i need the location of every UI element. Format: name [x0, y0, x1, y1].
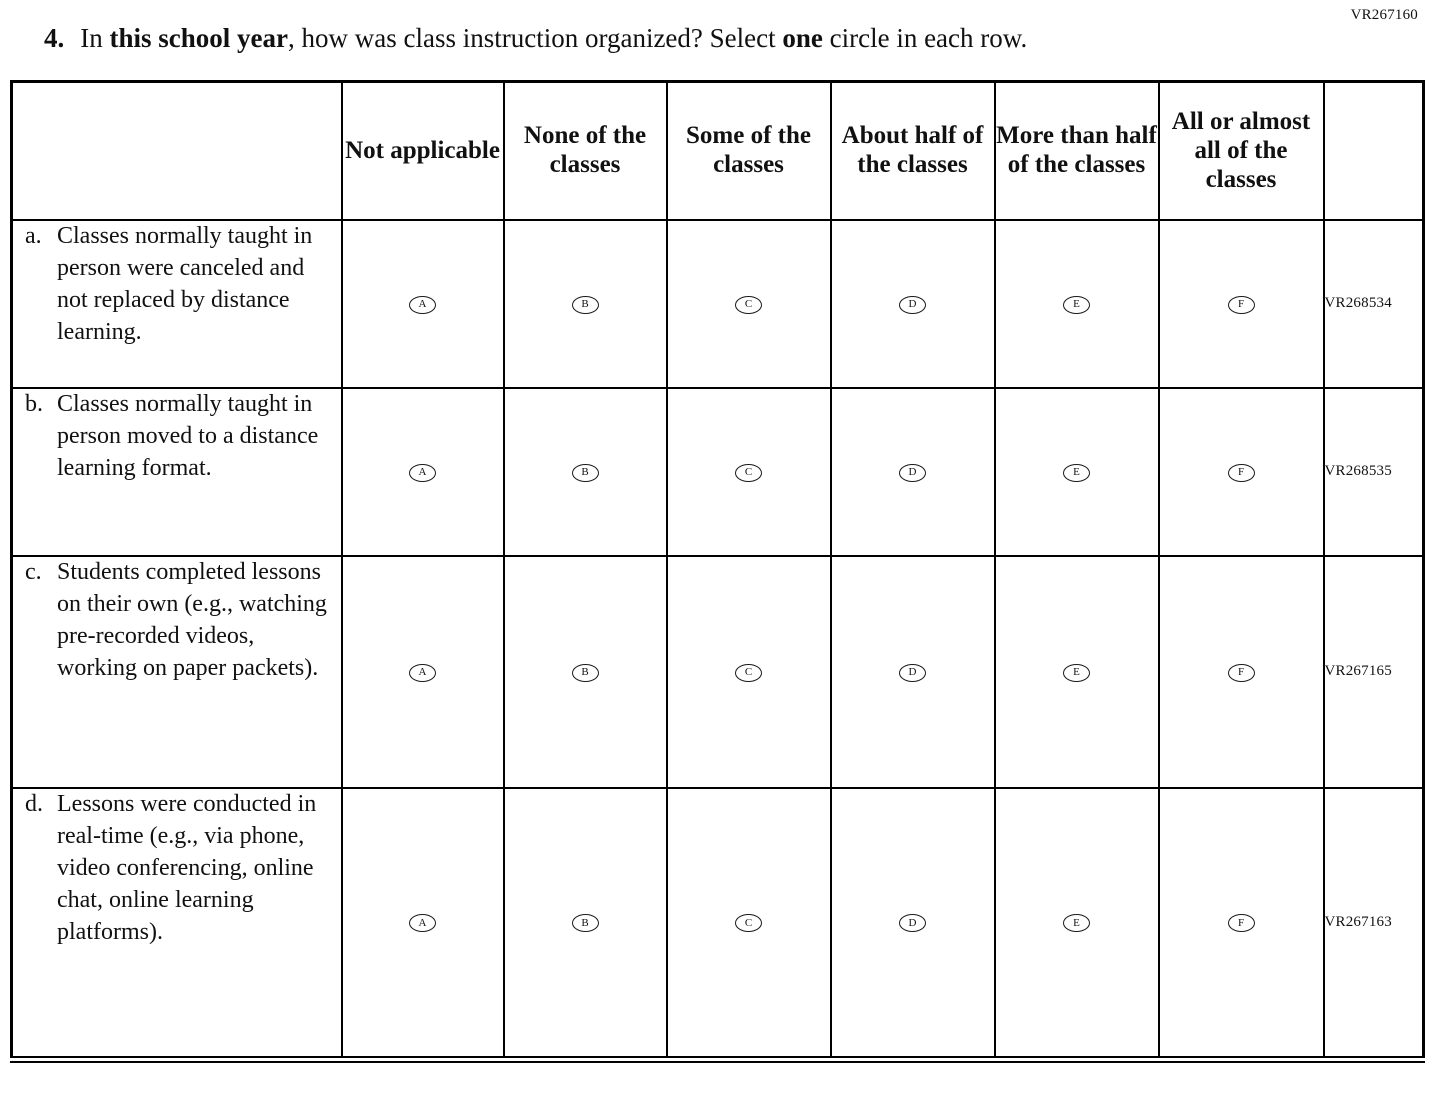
- option-circle-A[interactable]: A: [409, 914, 436, 932]
- row-letter: b.: [25, 390, 43, 417]
- question-number: 4.: [44, 23, 65, 53]
- header-code-cell-empty: [1324, 82, 1424, 220]
- header-row: [12, 82, 1424, 220]
- option-circle-D[interactable]: D: [899, 296, 926, 314]
- table-row: [12, 220, 1424, 388]
- option-circle-D[interactable]: D: [899, 664, 926, 682]
- question-bold: one: [782, 23, 823, 53]
- question-part: In: [80, 23, 110, 53]
- table-row: [12, 788, 1424, 1060]
- option-circle-A[interactable]: A: [409, 664, 436, 682]
- column-header-about-half: About half of the classes: [831, 82, 995, 220]
- row-stem: [12, 556, 342, 788]
- row-code: VR268534: [1324, 220, 1424, 388]
- column-header-all: All or almost all of the classes: [1159, 82, 1324, 220]
- option-circle-A[interactable]: A: [409, 464, 436, 482]
- row-statement: Lessons were conducted in real-time (e.g., via phone, video conferencing, online chat, online learning platforms).: [57, 790, 317, 945]
- row-letter: d.: [25, 790, 43, 817]
- option-circle-C[interactable]: C: [735, 664, 762, 682]
- option-circle-E[interactable]: E: [1063, 914, 1090, 932]
- column-header-more-than-half: More than half of the classes: [995, 82, 1159, 220]
- option-circle-F[interactable]: F: [1228, 464, 1255, 482]
- option-circle-D[interactable]: D: [899, 464, 926, 482]
- row-stem: [12, 220, 342, 388]
- option-circle-F[interactable]: F: [1228, 664, 1255, 682]
- row-code: VR268535: [1324, 388, 1424, 556]
- option-circle-B[interactable]: B: [572, 914, 599, 932]
- table-row: [12, 388, 1424, 556]
- response-matrix: [10, 80, 1425, 1063]
- corner-cell-empty: [12, 82, 342, 220]
- option-circle-C[interactable]: C: [735, 914, 762, 932]
- row-statement: Classes normally taught in person were canceled and not replaced by distance learning.: [57, 222, 313, 345]
- row-statement: Students completed lessons on their own (e.g., watching pre-recorded videos, working on paper packets).: [57, 558, 327, 681]
- option-circle-C[interactable]: C: [735, 296, 762, 314]
- page-code: VR267160: [1350, 7, 1418, 23]
- option-circle-F[interactable]: F: [1228, 296, 1255, 314]
- row-code: VR267165: [1324, 556, 1424, 788]
- option-circle-F[interactable]: F: [1228, 914, 1255, 932]
- row-stem: [12, 788, 342, 1060]
- column-header-not-applicable: Not applicable: [342, 82, 504, 220]
- question-part: circle in each row.: [822, 23, 1028, 53]
- question-part: , how was class instruction organized? Select: [288, 23, 783, 53]
- row-letter: a.: [25, 222, 42, 249]
- option-circle-E[interactable]: E: [1063, 296, 1090, 314]
- option-circle-A[interactable]: A: [409, 296, 436, 314]
- column-header-some: Some of the classes: [667, 82, 831, 220]
- option-circle-E[interactable]: E: [1063, 664, 1090, 682]
- question-text: [0, 0, 1434, 54]
- row-statement: Classes normally taught in person moved to a distance learning format.: [57, 390, 319, 481]
- table-row: [12, 556, 1424, 788]
- row-stem: [12, 388, 342, 556]
- option-circle-D[interactable]: D: [899, 914, 926, 932]
- option-circle-C[interactable]: C: [735, 464, 762, 482]
- option-circle-B[interactable]: B: [572, 664, 599, 682]
- row-code: VR267163: [1324, 788, 1424, 1060]
- row-letter: c.: [25, 558, 42, 585]
- option-circle-B[interactable]: B: [572, 296, 599, 314]
- option-circle-E[interactable]: E: [1063, 464, 1090, 482]
- option-circle-B[interactable]: B: [572, 464, 599, 482]
- column-header-none: None of the classes: [504, 82, 667, 220]
- question-bold: this school year: [109, 23, 288, 53]
